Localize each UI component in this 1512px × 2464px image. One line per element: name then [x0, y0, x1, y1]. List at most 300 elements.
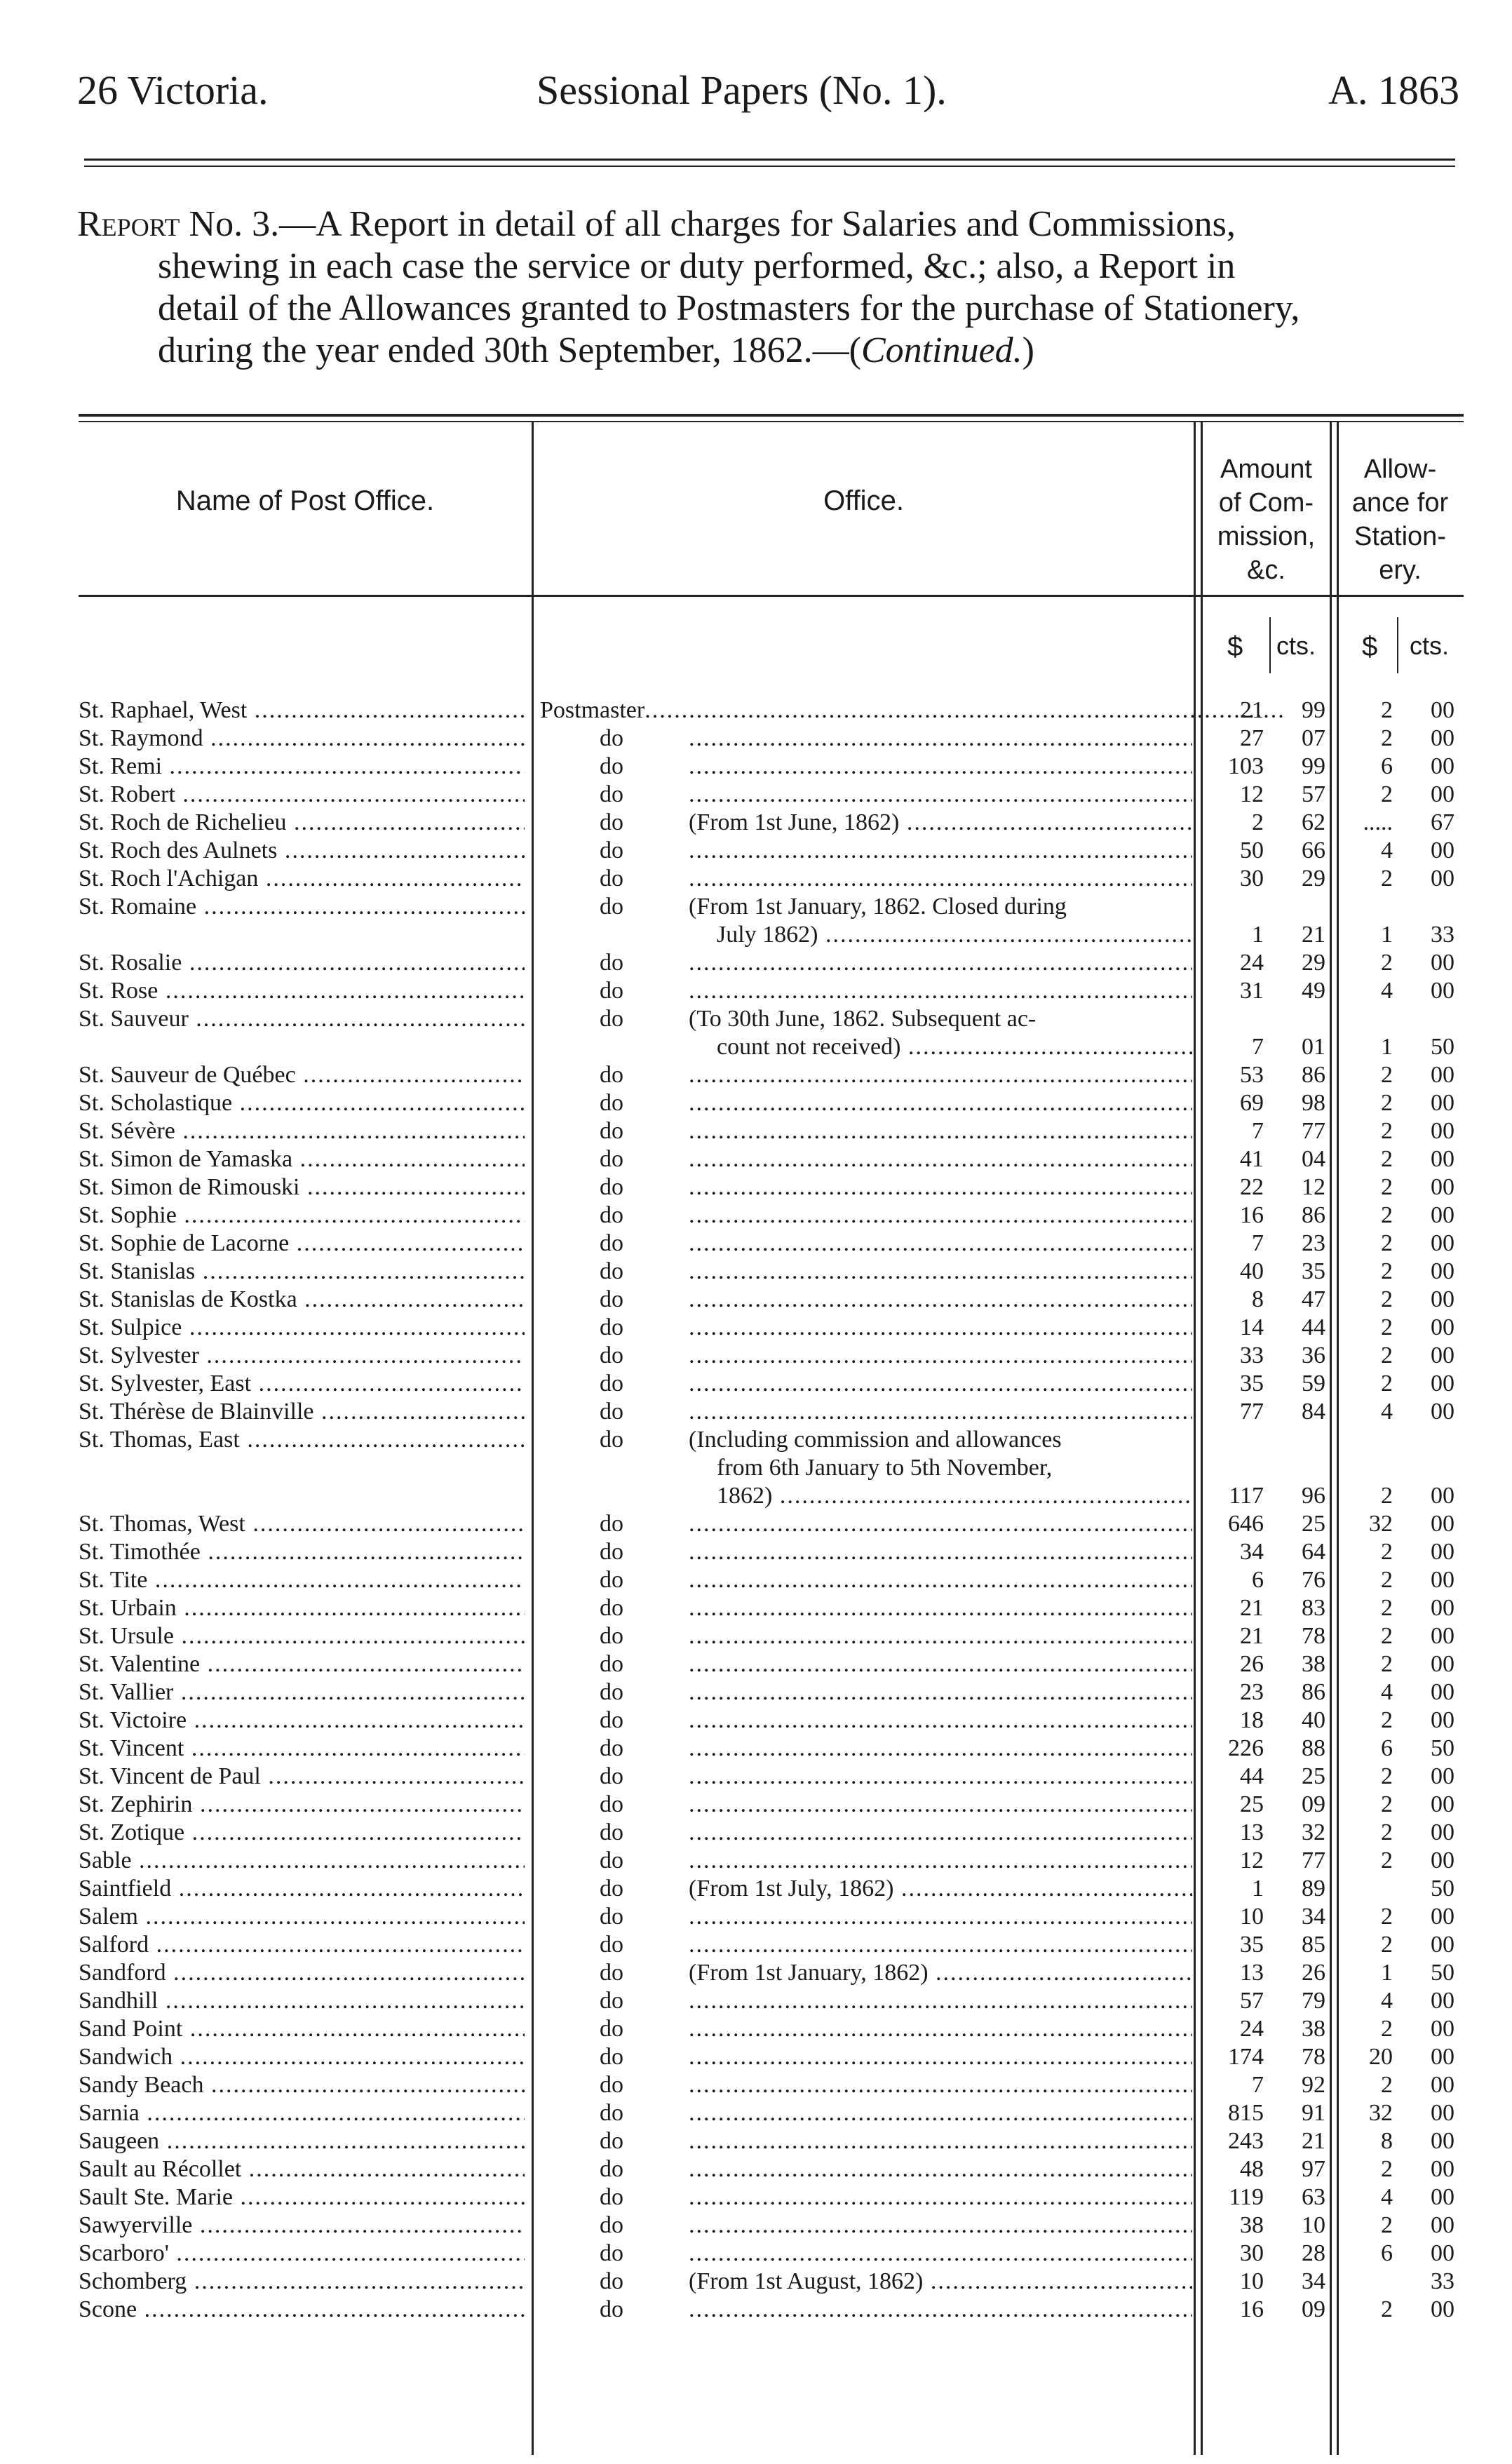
- commission-cents: 99: [1302, 697, 1325, 723]
- commission-dollars: 38: [1240, 2212, 1264, 2238]
- stationery-cents: 00: [1431, 2240, 1454, 2266]
- stationery-dollars: 2: [1381, 2296, 1393, 2322]
- unit-cents-2: cts.: [1410, 631, 1450, 660]
- table-row: [0, 781, 1512, 809]
- commission-cents: 92: [1302, 2072, 1325, 2098]
- commission-cents: 04: [1302, 1146, 1325, 1172]
- running-head: [77, 67, 1459, 130]
- stationery-dollars: 1: [1381, 1034, 1393, 1060]
- post-office-name: St. Ursule .....: [79, 1622, 525, 1650]
- table-row: [0, 1847, 1512, 1875]
- office-type: Postmaster .....: [540, 696, 1283, 725]
- office-note-line: from 6th January to 5th November,: [717, 1455, 1053, 1481]
- office-type: do: [600, 1819, 623, 1845]
- commission-cents: 63: [1302, 2184, 1325, 2210]
- table-row: [0, 1342, 1512, 1370]
- office-note-leader: [689, 1538, 1192, 1566]
- stationery-dollars: 2: [1381, 1791, 1393, 1817]
- post-office-name: St. Thomas, East .....: [79, 1426, 525, 1454]
- office-type: do: [600, 1707, 623, 1733]
- stationery-dollars: 32: [1369, 1511, 1393, 1537]
- office-type: do: [600, 866, 623, 891]
- commission-dollars: 34: [1240, 1539, 1264, 1565]
- post-office-name: St. Roch de Richelieu .....: [79, 809, 525, 837]
- commission-dollars: 48: [1240, 2156, 1264, 2182]
- stationery-cents: 00: [1431, 1679, 1454, 1705]
- office-note: [689, 1426, 1192, 1510]
- commission-dollars: 30: [1240, 2240, 1264, 2266]
- commission-dollars: 10: [1240, 1904, 1264, 1930]
- commission-cents: 23: [1302, 1230, 1325, 1256]
- commission-cents: 77: [1302, 1118, 1325, 1144]
- stationery-dollars: .....: [1363, 809, 1393, 835]
- commission-dollars: 117: [1229, 1483, 1264, 1509]
- office-type: do: [600, 1876, 623, 1901]
- stationery-dollars: 6: [1381, 1735, 1393, 1761]
- commission-cents: 25: [1302, 1511, 1325, 1537]
- stationery-cents: 50: [1431, 1960, 1454, 1986]
- office-note-leader: [689, 2043, 1192, 2071]
- post-office-table: [0, 696, 1512, 2324]
- title-line-1: [77, 203, 1473, 245]
- table-top-rule-thin: [79, 421, 1464, 422]
- stationery-cents: 00: [1431, 2184, 1454, 2210]
- commission-cents: 36: [1302, 1342, 1325, 1368]
- office-type: do: [600, 1904, 623, 1930]
- title-line-4: [77, 330, 1473, 372]
- office-type: do: [600, 1847, 623, 1873]
- office-note-line: (From 1st July, 1862) .....: [689, 1875, 1192, 1903]
- stationery-dollars: 2: [1381, 2156, 1393, 2182]
- office-note: [689, 1005, 1192, 1061]
- stationery-cents: 50: [1431, 1876, 1454, 1901]
- post-office-name: Sandford .....: [79, 1959, 525, 1987]
- office-note-leader: [689, 837, 1192, 865]
- table-row: [0, 865, 1512, 893]
- stationery-cents: 50: [1431, 1034, 1454, 1060]
- commission-cents: 10: [1302, 2212, 1325, 2238]
- post-office-name: St. Vincent de Paul .....: [79, 1763, 525, 1791]
- stationery-cents: 67: [1431, 809, 1454, 835]
- table-row: [0, 2183, 1512, 2211]
- office-note: [689, 1959, 1192, 1987]
- stationery-dollars: 2: [1381, 1847, 1393, 1873]
- table-row: [0, 893, 1512, 949]
- table-row: [0, 1622, 1512, 1650]
- table-row: [0, 1258, 1512, 1286]
- stationery-cents: 00: [1431, 1567, 1454, 1593]
- office-type: do: [600, 1314, 623, 1340]
- stationery-cents: 33: [1431, 2268, 1454, 2294]
- commission-header-4: &c.: [1247, 556, 1285, 585]
- commission-dollars: 1: [1252, 922, 1264, 948]
- stationery-header-2: ance for: [1351, 488, 1449, 518]
- stationery-dollars: 2: [1381, 1342, 1393, 1368]
- commission-cents: 49: [1302, 978, 1325, 1004]
- commission-cents: 88: [1302, 1735, 1325, 1761]
- office-note-leader: [689, 2127, 1192, 2155]
- commission-dollars: 69: [1240, 1090, 1264, 1116]
- post-office-name: Saugeen .....: [79, 2127, 525, 2155]
- stationery-header-4: ery.: [1379, 556, 1422, 585]
- commission-cents: 97: [1302, 2156, 1325, 2182]
- office-type: do: [600, 1988, 623, 2014]
- table-row: [0, 1875, 1512, 1903]
- commission-dollars: 26: [1240, 1651, 1264, 1677]
- commission-dollars: 21: [1240, 697, 1264, 723]
- office-note-leader: [689, 865, 1192, 893]
- post-office-name: St. Thérèse de Blainville .....: [79, 1398, 525, 1426]
- col-divider-scts: [1397, 617, 1398, 673]
- commission-cents: 86: [1302, 1202, 1325, 1228]
- commission-dollars: 24: [1240, 2016, 1264, 2042]
- stationery-dollars: 32: [1369, 2100, 1393, 2126]
- post-office-name: St. Sophie .....: [79, 1201, 525, 1230]
- stationery-cents: 00: [1431, 1258, 1454, 1284]
- office-type: do: [600, 2044, 623, 2070]
- post-office-name: Saintfield .....: [79, 1875, 525, 1903]
- table-row: [0, 1819, 1512, 1847]
- table-row: [0, 725, 1512, 753]
- commission-cents: 84: [1302, 1399, 1325, 1425]
- office-type: do: [600, 2268, 623, 2294]
- col-header-name: Name of Post Office.: [175, 485, 435, 516]
- post-office-name: Sandhill .....: [79, 1987, 525, 2015]
- office-note-line: (From 1st August, 1862) .....: [689, 2268, 1192, 2296]
- office-note-leader: [689, 977, 1192, 1005]
- stationery-cents: 00: [1431, 1763, 1454, 1789]
- commission-dollars: 25: [1240, 1791, 1264, 1817]
- stationery-cents: 00: [1431, 1286, 1454, 1312]
- table-row: [0, 1510, 1512, 1538]
- stationery-cents: 00: [1431, 1707, 1454, 1733]
- table-row: [0, 2043, 1512, 2071]
- office-note-line: (From 1st June, 1862) .....: [689, 809, 1192, 837]
- office-type: do: [600, 2100, 623, 2126]
- stationery-cents: 00: [1431, 2156, 1454, 2182]
- stationery-dollars: 2: [1381, 1090, 1393, 1116]
- commission-cents: 34: [1302, 2268, 1325, 2294]
- post-office-name: St. Sauveur de Québec .....: [79, 1061, 525, 1089]
- office-note-leader: [689, 1145, 1192, 1173]
- commission-cents: 66: [1302, 837, 1325, 863]
- commission-cents: 07: [1302, 725, 1325, 751]
- office-type: do: [600, 1371, 623, 1396]
- stationery-dollars: 4: [1381, 837, 1393, 863]
- post-office-name: St. Urbain .....: [79, 1594, 525, 1622]
- office-note-leader: [689, 1650, 1192, 1678]
- stationery-header-1: Allow-: [1363, 455, 1437, 484]
- stationery-dollars: 2: [1381, 1258, 1393, 1284]
- commission-cents: 21: [1302, 2128, 1325, 2154]
- table-row: [0, 2015, 1512, 2043]
- office-type: do: [600, 725, 623, 751]
- commission-dollars: 16: [1240, 2296, 1264, 2322]
- commission-cents: 44: [1302, 1314, 1325, 1340]
- table-row: [0, 1201, 1512, 1230]
- commission-dollars: 14: [1240, 1314, 1264, 1340]
- table-row: [0, 2240, 1512, 2268]
- commission-dollars: 13: [1240, 1819, 1264, 1845]
- office-note-leader: [689, 1398, 1192, 1426]
- stationery-cents: 00: [1431, 866, 1454, 891]
- post-office-name: St. Vallier .....: [79, 1678, 525, 1706]
- stationery-dollars: 2: [1381, 950, 1393, 976]
- table-row: [0, 1763, 1512, 1791]
- office-type: do: [600, 809, 623, 835]
- table-row: [0, 2127, 1512, 2155]
- post-office-name: St. Roch l'Achigan .....: [79, 865, 525, 893]
- office-type: do: [600, 1118, 623, 1144]
- office-note-line: 1862) .....: [689, 1482, 1192, 1510]
- table-row: [0, 1286, 1512, 1314]
- commission-dollars: 24: [1240, 950, 1264, 976]
- commission-dollars: 16: [1240, 1202, 1264, 1228]
- table-row: [0, 1987, 1512, 2015]
- stationery-dollars: 2: [1381, 1932, 1393, 1958]
- post-office-name: Sarnia .....: [79, 2099, 525, 2127]
- commission-cents: 09: [1302, 1791, 1325, 1817]
- table-row: [0, 809, 1512, 837]
- stationery-cents: 00: [1431, 1118, 1454, 1144]
- commission-dollars: 6: [1252, 1567, 1264, 1593]
- commission-cents: 01: [1302, 1034, 1325, 1060]
- table-row: [0, 696, 1512, 725]
- stationery-cents: 00: [1431, 753, 1454, 779]
- commission-cents: 40: [1302, 1707, 1325, 1733]
- office-type: do: [600, 2212, 623, 2238]
- stationery-cents: 00: [1431, 1539, 1454, 1565]
- commission-cents: 35: [1302, 1258, 1325, 1284]
- unit-dollar-2: $: [1362, 631, 1378, 662]
- post-office-name: St. Sylvester .....: [79, 1342, 525, 1370]
- commission-cents: 12: [1302, 1174, 1325, 1200]
- stationery-cents: 00: [1431, 1819, 1454, 1845]
- stationery-dollars: 1: [1381, 922, 1393, 948]
- header-rule-bottom: [84, 166, 1455, 167]
- table-row: [0, 1706, 1512, 1735]
- table-row: [0, 1145, 1512, 1173]
- office-note-leader: [689, 1594, 1192, 1622]
- table-row: [0, 2296, 1512, 2324]
- stationery-dollars: 4: [1381, 2184, 1393, 2210]
- table-row: [0, 1903, 1512, 1931]
- table-row: [0, 2155, 1512, 2183]
- post-office-name: Schomberg .....: [79, 2268, 525, 2296]
- stationery-cents: 00: [1431, 1371, 1454, 1396]
- stationery-dollars: 2: [1381, 1286, 1393, 1312]
- office-note-leader: [689, 2015, 1192, 2043]
- commission-dollars: 27: [1240, 725, 1264, 751]
- commission-cents: 32: [1302, 1819, 1325, 1845]
- table-top-rule: [79, 414, 1464, 417]
- stationery-dollars: 4: [1381, 1988, 1393, 2014]
- stationery-header-3: Station-: [1354, 522, 1446, 551]
- office-type: do: [600, 1623, 623, 1649]
- stationery-dollars: 2: [1381, 1651, 1393, 1677]
- commission-dollars: 7: [1252, 1230, 1264, 1256]
- office-type: do: [600, 1679, 623, 1705]
- commission-cents: 91: [1302, 2100, 1325, 2126]
- post-office-name: St. Vincent .....: [79, 1735, 525, 1763]
- commission-cents: 38: [1302, 2016, 1325, 2042]
- stationery-cents: 00: [1431, 837, 1454, 863]
- stationery-dollars: 2: [1381, 1763, 1393, 1789]
- stationery-dollars: 2: [1381, 1819, 1393, 1845]
- office-note-line: (Including commission and allowances: [689, 1427, 1062, 1453]
- table-row: [0, 1089, 1512, 1117]
- stationery-dollars: 2: [1381, 725, 1393, 751]
- table-row: [0, 1735, 1512, 1763]
- table-row: [0, 1173, 1512, 1201]
- stationery-dollars: 2: [1381, 1146, 1393, 1172]
- post-office-name: St. Tite .....: [79, 1566, 525, 1594]
- office-type: do: [600, 1651, 623, 1677]
- office-note-leader: [689, 1819, 1192, 1847]
- office-note-line: count not received) .....: [689, 1033, 1192, 1061]
- commission-dollars: 35: [1240, 1371, 1264, 1396]
- commission-cents: 76: [1302, 1567, 1325, 1593]
- stationery-cents: 00: [1431, 2128, 1454, 2154]
- table-row: [0, 837, 1512, 865]
- stationery-dollars: 1: [1381, 1960, 1393, 1986]
- commission-dollars: 21: [1240, 1595, 1264, 1621]
- commission-dollars: 30: [1240, 866, 1264, 891]
- post-office-name: Scone .....: [79, 2296, 525, 2324]
- office-note-line: (From 1st January, 1862) .....: [689, 1959, 1192, 1987]
- stationery-dollars: 20: [1369, 2044, 1393, 2070]
- office-note-leader: [689, 1370, 1192, 1398]
- office-note-leader: [689, 1258, 1192, 1286]
- post-office-name: St. Roch des Aulnets .....: [79, 837, 525, 865]
- office-note-leader: [689, 2071, 1192, 2099]
- office-note-leader: [689, 1847, 1192, 1875]
- stationery-cents: 00: [1431, 1314, 1454, 1340]
- commission-dollars: 53: [1240, 1062, 1264, 1088]
- commission-cents: 98: [1302, 1090, 1325, 1116]
- office-type: do: [600, 1258, 623, 1284]
- office-note-leader: [689, 2296, 1192, 2324]
- post-office-name: St. Sauveur .....: [79, 1005, 525, 1033]
- office-type: do: [600, 1146, 623, 1172]
- post-office-name: St. Zotique .....: [79, 1819, 525, 1847]
- commission-cents: 85: [1302, 1932, 1325, 1958]
- table-row: [0, 1314, 1512, 1342]
- commission-cents: 09: [1302, 2296, 1325, 2322]
- col-divider-cts: [1269, 617, 1271, 673]
- stationery-cents: 00: [1431, 1230, 1454, 1256]
- post-office-name: St. Timothée .....: [79, 1538, 525, 1566]
- commission-dollars: 7: [1252, 1118, 1264, 1144]
- office-note-leader: [689, 1622, 1192, 1650]
- office-note-leader: [689, 1286, 1192, 1314]
- stationery-cents: 00: [1431, 2296, 1454, 2322]
- office-note-leader: [689, 1089, 1192, 1117]
- commission-dollars: 8: [1252, 1286, 1264, 1312]
- stationery-cents: 00: [1431, 725, 1454, 751]
- stationery-dollars: 2: [1381, 1118, 1393, 1144]
- stationery-dollars: 2: [1381, 1062, 1393, 1088]
- commission-cents: 79: [1302, 1988, 1325, 2014]
- stationery-dollars: 8: [1381, 2128, 1393, 2154]
- table-row: [0, 1370, 1512, 1398]
- table-row: [0, 1931, 1512, 1959]
- stationery-cents: 00: [1431, 1342, 1454, 1368]
- commission-dollars: 18: [1240, 1707, 1264, 1733]
- office-note-leader: [689, 1061, 1192, 1089]
- commission-cents: 59: [1302, 1371, 1325, 1396]
- office-type: do: [600, 1174, 623, 1200]
- stationery-cents: 00: [1431, 1791, 1454, 1817]
- stationery-dollars: 2: [1381, 866, 1393, 891]
- commission-dollars: 7: [1252, 1034, 1264, 1060]
- post-office-name: St. Stanislas de Kostka .....: [79, 1286, 525, 1314]
- commission-cents: 34: [1302, 1904, 1325, 1930]
- post-office-name: St. Rose .....: [79, 977, 525, 1005]
- office-note-leader: [689, 1201, 1192, 1230]
- commission-dollars: 77: [1240, 1399, 1264, 1425]
- post-office-name: Salford .....: [79, 1931, 525, 1959]
- table-row: [0, 2071, 1512, 2099]
- stationery-cents: 00: [1431, 1595, 1454, 1621]
- stationery-cents: 00: [1431, 1202, 1454, 1228]
- commission-dollars: 22: [1240, 1174, 1264, 1200]
- office-type: do: [600, 978, 623, 1004]
- table-row: [0, 1061, 1512, 1089]
- office-note-leader: [689, 1566, 1192, 1594]
- office-note-leader: [689, 1903, 1192, 1931]
- office-note-leader: [689, 949, 1192, 977]
- post-office-name: St. Simon de Rimouski .....: [79, 1173, 525, 1201]
- commission-cents: 83: [1302, 1595, 1325, 1621]
- office-note-line: (To 30th June, 1862. Subsequent ac-: [689, 1006, 1037, 1032]
- stationery-cents: 00: [1431, 697, 1454, 723]
- stationery-dollars: 2: [1381, 1595, 1393, 1621]
- commission-dollars: 50: [1240, 837, 1264, 863]
- commission-dollars: 41: [1240, 1146, 1264, 1172]
- office-note-leader: [689, 725, 1192, 753]
- stationery-dollars: 2: [1381, 2212, 1393, 2238]
- office-type: do: [600, 1342, 623, 1368]
- stationery-cents: 00: [1431, 781, 1454, 807]
- office-note: [689, 809, 1192, 837]
- stationery-cents: 00: [1431, 2072, 1454, 2098]
- col-header-office: Office.: [823, 485, 904, 516]
- commission-dollars: 226: [1228, 1735, 1264, 1761]
- office-note-leader: [689, 1230, 1192, 1258]
- office-note-leader: [689, 1763, 1192, 1791]
- table-row: [0, 1117, 1512, 1145]
- commission-cents: 62: [1302, 809, 1325, 835]
- stationery-dollars: 2: [1381, 2072, 1393, 2098]
- table-row: [0, 1959, 1512, 1987]
- commission-cents: 64: [1302, 1539, 1325, 1565]
- commission-cents: 26: [1302, 1960, 1325, 1986]
- stationery-dollars: 2: [1381, 1623, 1393, 1649]
- commission-dollars: 1: [1252, 1876, 1264, 1901]
- table-row: [0, 2268, 1512, 2296]
- post-office-name: St. Victoire .....: [79, 1706, 525, 1735]
- office-note-leader: [689, 1173, 1192, 1201]
- stationery-dollars: 2: [1381, 1314, 1393, 1340]
- post-office-name: Sault Ste. Marie .....: [79, 2183, 525, 2211]
- post-office-name: Sandy Beach .....: [79, 2071, 525, 2099]
- stationery-dollars: 2: [1381, 697, 1393, 723]
- table-row: [0, 1230, 1512, 1258]
- table-row: [0, 1398, 1512, 1426]
- office-type: do: [600, 1230, 623, 1256]
- office-note-leader: [689, 2183, 1192, 2211]
